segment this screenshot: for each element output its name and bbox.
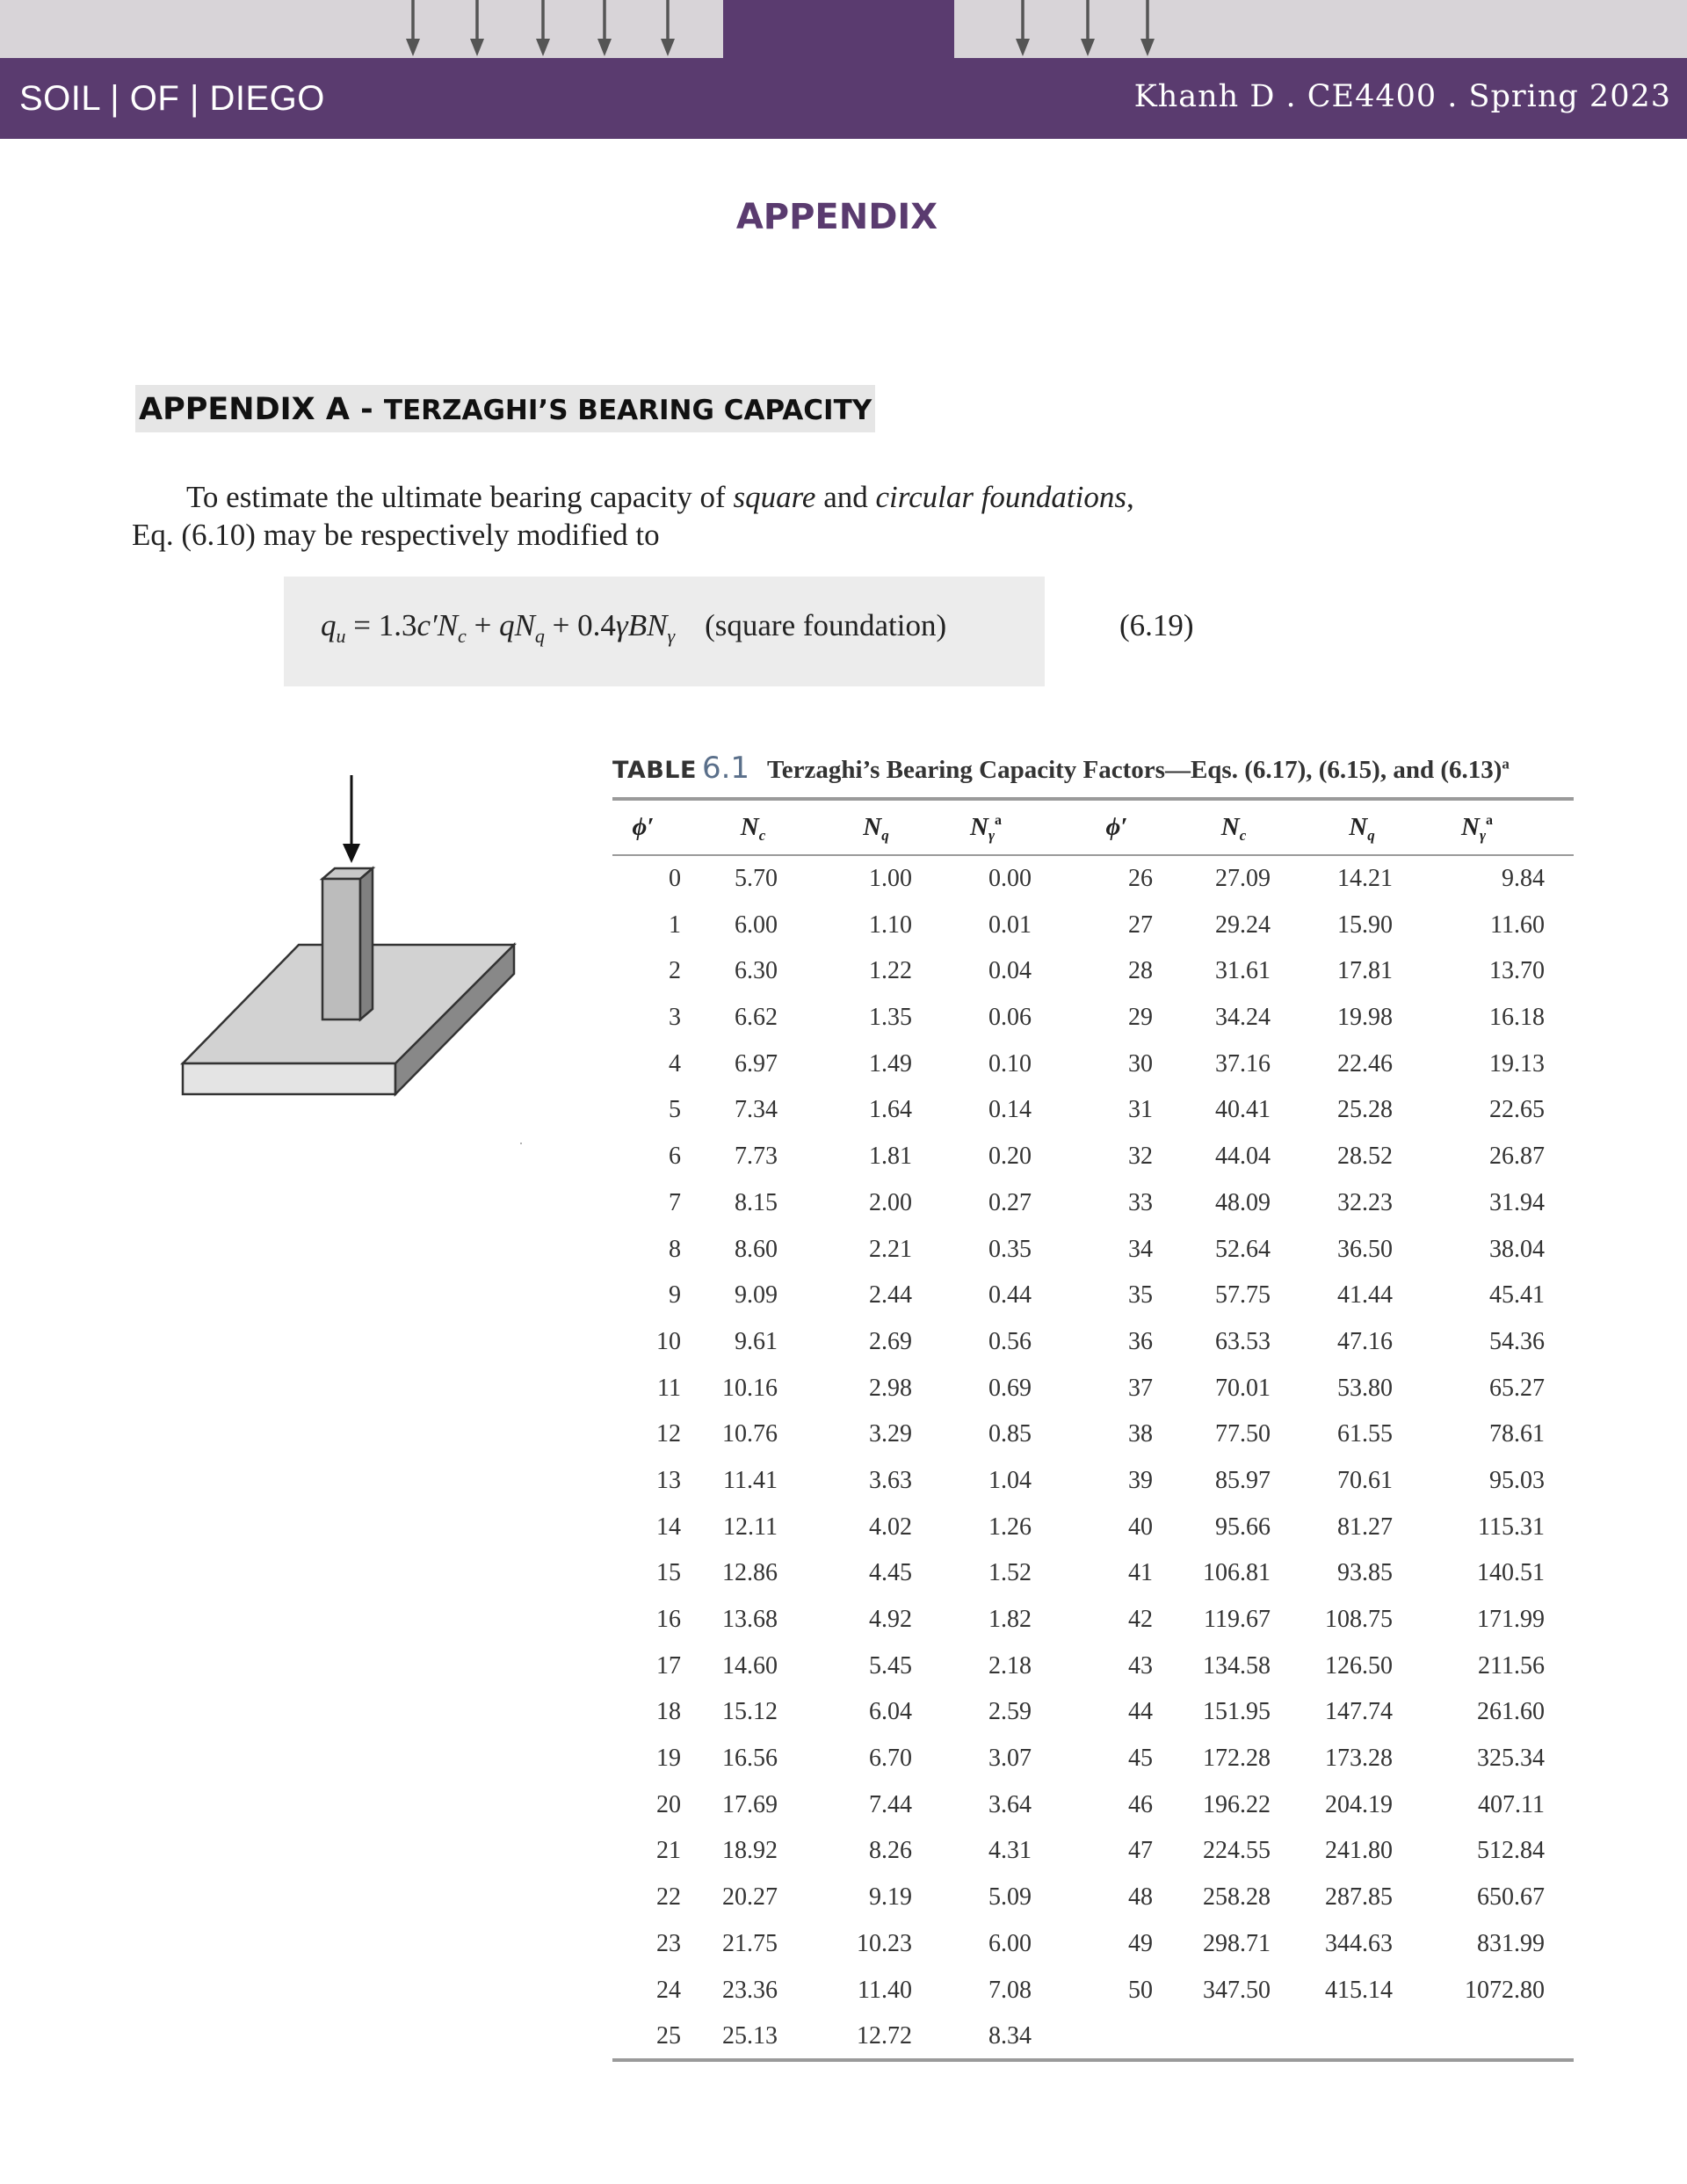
table-cell: 415.14 [1325,1976,1393,2004]
table-cell: 173.28 [1325,1745,1393,1773]
column-header: ϕ′ [1105,813,1128,841]
table-cell: 12.86 [722,1559,778,1587]
column-header: $N_q$ [863,813,889,844]
section-heading-main: APPENDIX A - [139,392,384,427]
table-row [612,1368,1574,1414]
table-cell: 344.63 [1325,1929,1393,1957]
table-cell: 11.41 [723,1466,778,1494]
table-cell: 17.81 [1337,957,1393,985]
table-cell: 0.44 [988,1281,1032,1310]
column-header: $N_c$ [740,813,766,844]
table-caption [612,751,1510,786]
table-cell: 172.28 [1203,1745,1271,1773]
table-cell: 115.31 [1478,1513,1545,1541]
page-title: APPENDIX [735,197,938,237]
table-cell: 298.71 [1203,1929,1271,1957]
table-cell: 211.56 [1478,1651,1545,1680]
table-cell: 31.61 [1215,957,1271,985]
table-cell: 119.67 [1204,1606,1271,1633]
table-row [612,1923,1574,1970]
table-cell: 13 [656,1466,681,1494]
table-label: TABLE [612,757,697,784]
table-cell: 15 [656,1559,681,1587]
table-row [612,904,1574,951]
eq-gamma-sub: γ [667,625,676,647]
table-row [612,1830,1574,1876]
table-cell: 18 [656,1698,681,1726]
table-cell: 241.80 [1325,1837,1393,1865]
table-cell: 45 [1128,1745,1153,1773]
table-cell: 57.75 [1215,1281,1271,1310]
section-heading [135,385,875,432]
table-cell: 42 [1128,1606,1153,1633]
table-cell: 44 [1128,1698,1153,1726]
table-rule-header [612,854,1574,856]
slab-front [183,1063,395,1094]
table-cell: 12.72 [857,2022,912,2050]
table-cell: 1.81 [869,1143,912,1171]
eq-part-1: = 1.3 [345,608,417,642]
table-row [612,1043,1574,1090]
table-row [612,1784,1574,1831]
table-cell: 32 [1128,1143,1153,1171]
table-cell: 54.36 [1489,1327,1545,1355]
table-cell: 70.61 [1337,1466,1393,1494]
table-cell: 52.64 [1215,1235,1271,1263]
table-cell: 1.22 [869,957,912,985]
table-cell: 5 [669,1096,681,1124]
table-cell: 36 [1128,1327,1153,1355]
table-cell: 6.62 [735,1004,778,1032]
table-cell: 1.04 [988,1466,1032,1494]
table-body [612,858,1574,2062]
intro-emphasis-circular: circular foundations [875,480,1126,514]
equation-number: (6.19) [1119,608,1194,642]
table-cell: 4.02 [869,1513,912,1541]
table-cell: 3.29 [869,1420,912,1448]
column-side [360,868,373,1019]
table-cell: 27 [1128,911,1153,939]
table-cell: 8.34 [988,2022,1032,2050]
table-cell: 2.98 [869,1374,912,1402]
table-cell: 38.04 [1489,1235,1545,1263]
table-row [612,1552,1574,1599]
table-cell: 5.09 [988,1883,1032,1912]
table-cell: 85.97 [1215,1466,1271,1494]
table-cell: 35 [1128,1281,1153,1310]
table-cell: 196.22 [1203,1790,1271,1818]
table-cell: 3.07 [988,1745,1032,1773]
table-cell: 26.87 [1489,1143,1545,1171]
table-cell: 650.67 [1477,1883,1545,1912]
table-cell: 0.06 [988,1004,1032,1032]
table-row [612,1274,1574,1321]
table-cell: 81.27 [1337,1513,1393,1541]
table-cell: 134.58 [1203,1651,1271,1680]
table-cell: 6.97 [735,1049,778,1077]
table-cell: 12.11 [723,1513,778,1541]
column-header: ϕ′ [632,813,655,841]
table-cell: 3.63 [869,1466,912,1494]
table-cell: 33 [1128,1188,1153,1216]
table-row [612,950,1574,997]
table-cell: 6.04 [869,1698,912,1726]
table-cell: 34.24 [1215,1004,1271,1032]
table-row [612,1691,1574,1738]
eq-c-sub: c [458,625,467,647]
table-row [612,858,1574,904]
table-cell: 49 [1128,1929,1153,1957]
table-cell: 22.46 [1337,1049,1393,1077]
table-row [612,1970,1574,2016]
eq-q: q [321,608,337,642]
header-bar [0,58,1687,139]
table-cell: 7.73 [735,1143,778,1171]
table-cell: 6.00 [988,1929,1032,1957]
table-cell: 22.65 [1489,1096,1545,1124]
table-cell: 9.19 [869,1883,912,1912]
table-title [767,756,1510,784]
table-row [612,1645,1574,1692]
table-row [612,1738,1574,1784]
table-cell: 1.82 [988,1606,1032,1633]
table-cell: 48.09 [1215,1188,1271,1216]
table-cell: 6.30 [735,957,778,985]
table-cell: 21.75 [722,1929,778,1957]
table-cell: 1 [669,911,681,939]
eq-c-term: c′N [416,608,459,642]
table-cell: 0.56 [988,1327,1032,1355]
table-cell: 171.99 [1477,1606,1545,1633]
table-cell: 22 [656,1883,681,1912]
table-cell: 2 [669,957,681,985]
table-row [612,2015,1574,2062]
table-rule-top [612,797,1574,801]
intro-line-2: Eq. (6.10) may be respectively modified to [132,518,660,552]
table-cell: 26 [1128,865,1153,892]
table-cell: 11.60 [1490,911,1545,939]
table-number: 6.1 [701,751,750,786]
table-cell: 8.15 [735,1188,778,1216]
table-cell: 0.85 [988,1420,1032,1448]
table-row [612,1136,1574,1182]
intro-text-3: , [1126,480,1134,514]
table-row [612,1506,1574,1553]
table-cell: 126.50 [1325,1651,1393,1680]
table-cell: 46 [1128,1790,1153,1818]
table-cell: 47.16 [1337,1327,1393,1355]
table-row [612,1876,1574,1923]
table-cell: 77.50 [1215,1420,1271,1448]
table-cell: 0.69 [988,1374,1032,1402]
table-cell: 1.52 [988,1559,1032,1587]
table-cell: 3 [669,1004,681,1032]
table-cell: 13.68 [722,1606,778,1633]
table-cell: 325.34 [1477,1745,1545,1773]
table-cell: 0.20 [988,1143,1032,1171]
header-notch [723,0,954,60]
table-cell: 39 [1128,1466,1153,1494]
eq-note: (square foundation) [705,608,947,642]
table-cell: 0.10 [988,1049,1032,1077]
table-row [612,1229,1574,1275]
table-cell: 10.76 [722,1420,778,1448]
down-arrow-icon [534,0,552,60]
table-cell: 2.00 [869,1188,912,1216]
table-cell: 512.84 [1477,1837,1545,1865]
table-cell: 3.64 [988,1790,1032,1818]
eq-gamma-term: γBN [615,608,668,642]
table-cell: 261.60 [1477,1698,1545,1726]
equation [321,608,947,647]
table-cell: 4.92 [869,1606,912,1633]
table-cell: 7.08 [988,1976,1032,2004]
table-cell: 41 [1128,1559,1153,1587]
table-cell: 25 [656,2022,681,2050]
table-cell: 37 [1128,1374,1153,1402]
table-cell: 44.04 [1215,1143,1271,1171]
intro-paragraph [132,478,1239,554]
table-cell: 19.98 [1337,1004,1393,1032]
table-cell: 47 [1128,1837,1153,1865]
table-cell: 65.27 [1489,1374,1545,1402]
table-rule-bottom [612,2058,1574,2062]
table-cell: 0.27 [988,1188,1032,1216]
table-cell: 106.81 [1203,1559,1271,1587]
table-row [612,1413,1574,1460]
table-cell: 0.35 [988,1235,1032,1263]
table-cell: 4.45 [869,1559,912,1587]
table-cell: 6 [669,1143,681,1171]
table-cell: 2.59 [988,1698,1032,1726]
table-cell: 78.61 [1489,1420,1545,1448]
table-cell: 151.95 [1203,1698,1271,1726]
table-cell: 18.92 [722,1837,778,1865]
table-cell: 108.75 [1325,1606,1393,1633]
section-heading-rest: TERZAGHI’S BEARING CAPACITY [383,395,872,426]
table-cell: 2.44 [869,1281,912,1310]
table-cell: 63.53 [1215,1327,1271,1355]
table-cell: 7 [669,1188,681,1216]
table-cell: 258.28 [1203,1883,1271,1912]
table-cell: 1072.80 [1465,1976,1545,2004]
table-cell: 147.74 [1325,1698,1393,1726]
table-cell: 40 [1128,1513,1153,1541]
table-cell: 53.80 [1337,1374,1393,1402]
table-cell: 28 [1128,957,1153,985]
table-cell: 29 [1128,1004,1153,1032]
eq-plus-1: + [466,608,500,642]
table-cell: 16 [656,1606,681,1633]
table-cell: 1.35 [869,1004,912,1032]
table-cell: 0.04 [988,957,1032,985]
down-arrow-icon [1139,0,1156,60]
table-cell: 1.00 [869,865,912,892]
table-row [612,1089,1574,1136]
table-cell: 38 [1128,1420,1153,1448]
table-cell: 204.19 [1325,1790,1393,1818]
down-arrow-icon [404,0,422,60]
table-cell: 0 [669,865,681,892]
table-cell: 15.12 [722,1698,778,1726]
table-cell: 4.31 [988,1837,1032,1865]
table-cell: 287.85 [1325,1883,1393,1912]
table-cell: 16.18 [1489,1004,1545,1032]
table-cell: 1.26 [988,1513,1032,1541]
table-cell: 32.23 [1337,1188,1393,1216]
table-cell: 407.11 [1478,1790,1545,1818]
table-cell: 347.50 [1203,1976,1271,2004]
table-cell: 34 [1128,1235,1153,1263]
table-cell: 15.90 [1337,911,1393,939]
stray-mark [520,1143,522,1144]
table-cell: 2.18 [988,1651,1032,1680]
equation-box [284,577,1045,686]
table-cell: 48 [1128,1883,1153,1912]
table-cell: 9 [669,1281,681,1310]
table-cell: 831.99 [1477,1929,1545,1957]
table-cell: 25.28 [1337,1096,1393,1124]
table-cell: 31.94 [1489,1188,1545,1216]
down-arrow-icon [1079,0,1097,60]
column-header: $N_\gamma^a$ [1460,813,1494,844]
table-cell: 37.16 [1215,1049,1271,1077]
table-cell: 95.66 [1215,1513,1271,1541]
table-cell: 6.00 [735,911,778,939]
table-cell: 7.34 [735,1096,778,1124]
table-cell: 9.84 [1502,865,1545,892]
table-cell: 11 [657,1374,681,1402]
table-cell: 17.69 [722,1790,778,1818]
course-info: Khanh D . CE4400 . Spring 2023 [1133,79,1671,114]
table-cell: 10.16 [722,1374,778,1402]
table-cell: 1.10 [869,911,912,939]
table-cell: 93.85 [1337,1559,1393,1587]
table-cell: 1.49 [869,1049,912,1077]
table-cell: 6.70 [869,1745,912,1773]
down-arrow-icon [1014,0,1032,60]
table-cell: 2.69 [869,1327,912,1355]
table-cell: 61.55 [1337,1420,1393,1448]
table-row [612,1182,1574,1229]
table-cell: 24 [656,1976,681,2004]
eq-q-term-sub: q [534,625,545,647]
intro-text-1: To estimate the ultimate bearing capacity of [186,480,734,514]
table-cell: 0.00 [988,865,1032,892]
table-cell: 9.09 [735,1281,778,1310]
table-cell: 5.45 [869,1651,912,1680]
table-cell: 9.61 [735,1327,778,1355]
table-cell: 8 [669,1235,681,1263]
table-row [612,1321,1574,1368]
brand-title: SOIL | OF | DIEGO [19,79,325,118]
table-cell: 2.21 [869,1235,912,1263]
table-cell: 36.50 [1337,1235,1393,1263]
table-cell: 12 [656,1420,681,1448]
eq-plus-2: + 0.4 [544,608,616,642]
table-cell: 11.40 [858,1976,912,2004]
table-cell: 29.24 [1215,911,1271,939]
table-cell: 8.26 [869,1837,912,1865]
table-title-text: Terzaghi’s Bearing Capacity Factors—Eqs. (6.17), (6.15), and (6.13) [767,756,1502,784]
table-cell: 31 [1128,1096,1153,1124]
table-cell: 95.03 [1489,1466,1545,1494]
down-arrow-icon [596,0,613,60]
eq-q-sub: u [336,625,346,647]
table-cell: 19 [656,1745,681,1773]
table-cell: 27.09 [1215,865,1271,892]
table-cell: 19.13 [1489,1049,1545,1077]
table-cell: 40.41 [1215,1096,1271,1124]
table-cell: 45.41 [1489,1281,1545,1310]
table-cell: 41.44 [1337,1281,1393,1310]
column-header: $N_\gamma^a$ [969,813,1003,844]
table-cell: 23.36 [722,1976,778,2004]
table-cell: 30 [1128,1049,1153,1077]
table-cell: 1.64 [869,1096,912,1124]
table-cell: 14 [656,1513,681,1541]
table-row [612,997,1574,1043]
table-cell: 140.51 [1477,1559,1545,1587]
table-cell: 17 [656,1651,681,1680]
table-row [612,1599,1574,1645]
table-cell: 20.27 [722,1883,778,1912]
table-cell: 16.56 [722,1745,778,1773]
table-cell: 0.14 [988,1096,1032,1124]
load-arrow-head [343,844,360,863]
down-arrow-icon [468,0,486,60]
intro-emphasis-square: square [733,480,816,514]
table-cell: 23 [656,1929,681,1957]
table-cell: 0.01 [988,911,1032,939]
table-cell: 14.60 [722,1651,778,1680]
table-cell: 70.01 [1215,1374,1271,1402]
eq-q-term: qN [499,608,535,642]
table-cell: 25.13 [722,2022,778,2050]
square-footing-illustration [176,773,527,1099]
table-cell: 13.70 [1489,957,1545,985]
table-cell: 4 [669,1049,681,1077]
column-header: $N_q$ [1349,813,1375,844]
column-header: $N_c$ [1220,813,1247,844]
down-arrow-icon [659,0,677,60]
table-cell: 21 [656,1837,681,1865]
table-cell: 50 [1128,1976,1153,2004]
table-title-footnote: a [1502,755,1510,773]
table-cell: 224.55 [1203,1837,1271,1865]
table-cell: 10 [656,1327,681,1355]
table-cell: 20 [656,1790,681,1818]
column-front [322,879,360,1019]
table-cell: 8.60 [735,1235,778,1263]
table-cell: 14.21 [1337,865,1393,892]
table-cell: 5.70 [735,865,778,892]
table-cell: 43 [1128,1651,1153,1680]
table-cell: 10.23 [857,1929,912,1957]
intro-text-2: and [815,480,876,514]
table-cell: 28.52 [1337,1143,1393,1171]
table-cell: 7.44 [869,1790,912,1818]
table-row [612,1460,1574,1506]
